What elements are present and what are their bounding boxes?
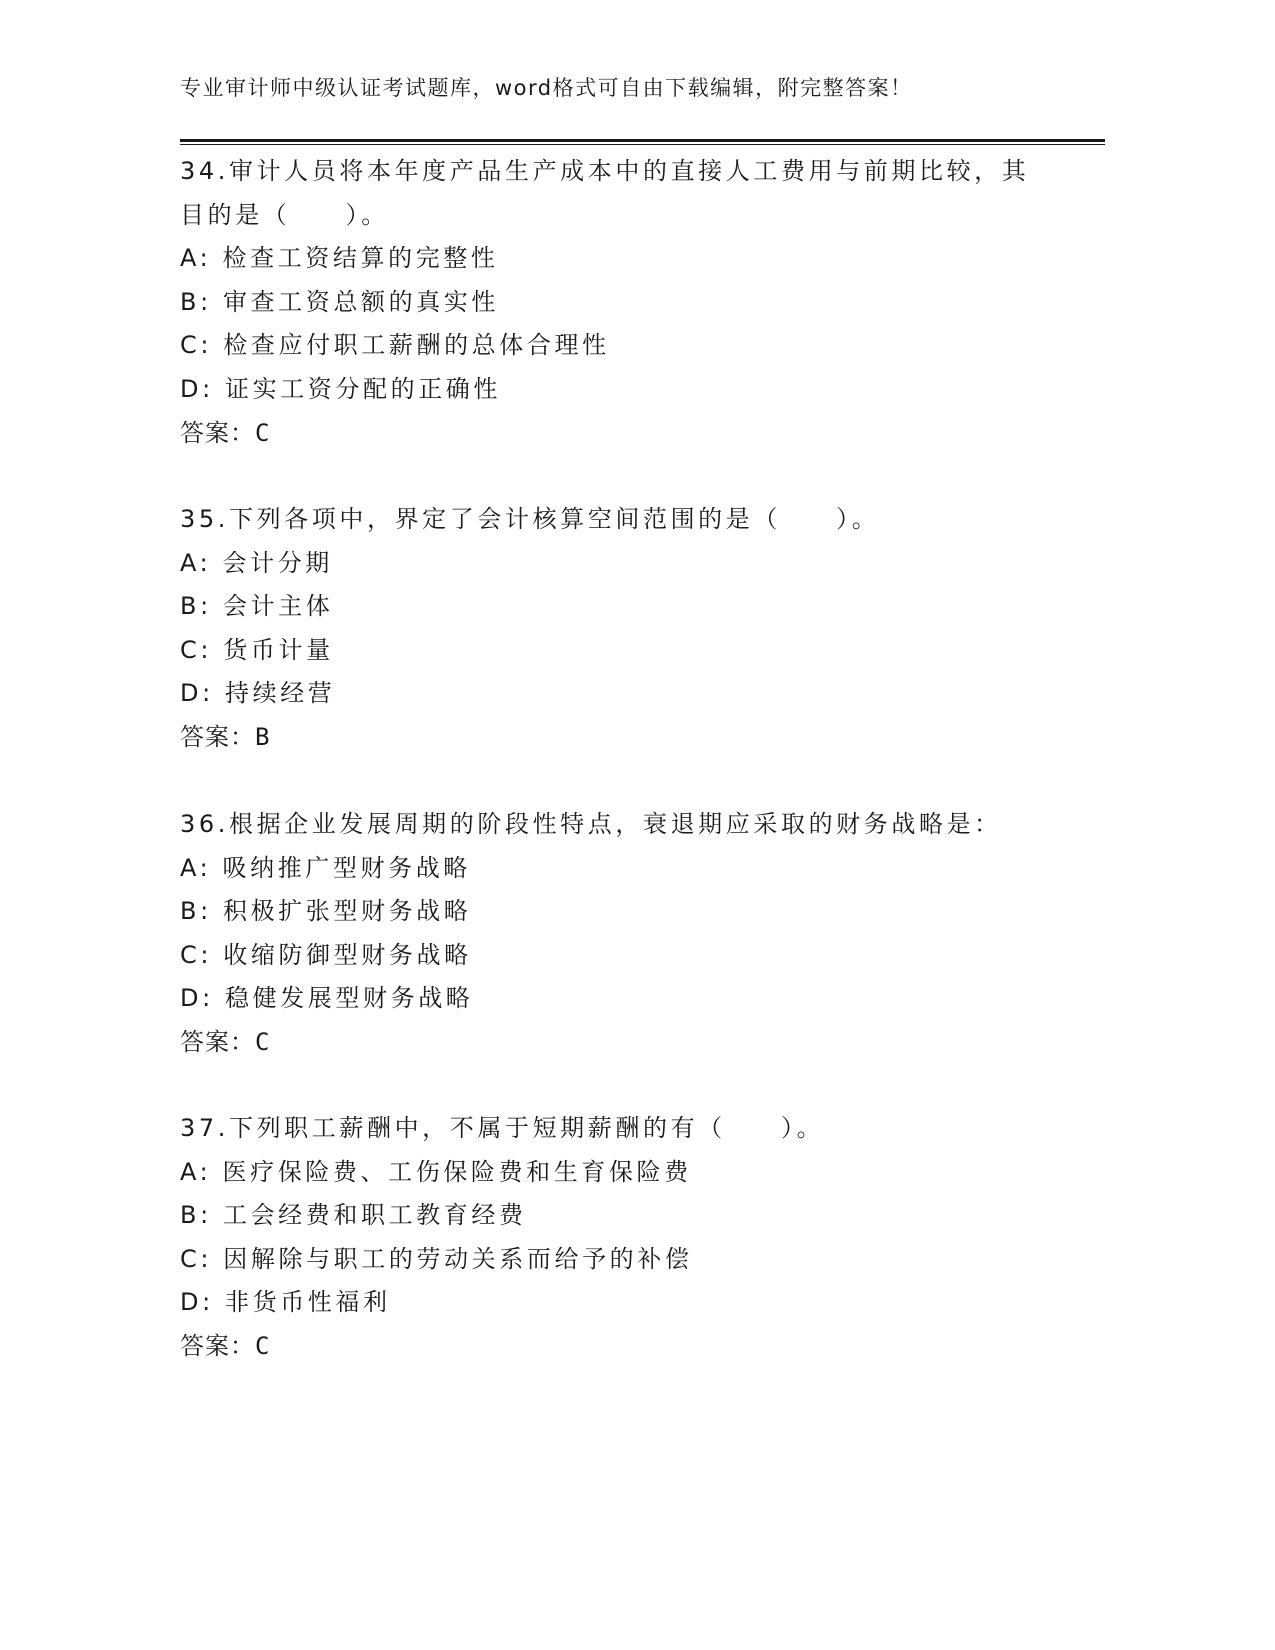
question-stem: 37.下列职工薪酬中，不属于短期薪酬的有（ ）。 (180, 1114, 825, 1142)
option-a: A: 检查工资结算的完整性 (180, 244, 499, 273)
option-b: B: 审查工资总额的真实性 (180, 287, 499, 316)
page-header: 专业审计师中级认证考试题库，word格式可自由下载编辑，附完整答案！ (180, 76, 913, 100)
option-d: D: 持续经营 (180, 679, 336, 708)
answer-line (180, 1325, 1080, 1369)
option-a: A: 吸纳推广型财务战略 (180, 853, 471, 882)
option-a: A: 医疗保险费、工伤保险费和生育保险费 (180, 1157, 692, 1186)
question-stem: 35.下列各项中，界定了会计核算空间范围的是（ ）。 (180, 505, 880, 533)
option-c: C: 因解除与职工的劳动关系而给予的补偿 (180, 1244, 693, 1273)
header-divider-thick (180, 139, 1105, 142)
option-c: C: 货币计量 (180, 635, 334, 664)
option-c: C: 收缩防御型财务战略 (180, 940, 472, 969)
question-34 (180, 150, 1080, 455)
answer-label: 答案： (180, 418, 255, 447)
option-d: D: 稳健发展型财务战略 (180, 984, 474, 1013)
question-stem: 目的是（ ）。 (180, 200, 389, 229)
question-stem: 36.根据企业发展周期的阶段性特点，衰退期应采取的财务战略是： (180, 810, 1002, 838)
answer-label: 答案： (180, 722, 255, 751)
answer-line (180, 412, 1080, 456)
header-divider-thin (180, 144, 1105, 145)
answer-value: C (255, 1027, 270, 1056)
answer-line (180, 1021, 1080, 1065)
option-b: B: 工会经费和职工教育经费 (180, 1201, 527, 1230)
answer-label: 答案： (180, 1331, 255, 1360)
option-b: B: 积极扩张型财务战略 (180, 897, 472, 926)
answer-value: C (255, 418, 270, 447)
question-35 (180, 498, 1080, 760)
answer-label: 答案： (180, 1027, 255, 1056)
question-stem: 34.审计人员将本年度产品生产成本中的直接人工费用与前期比较，其 (180, 157, 1030, 185)
answer-value: C (255, 1331, 270, 1360)
question-36 (180, 803, 1080, 1065)
option-a: A: 会计分期 (180, 548, 333, 577)
option-b: B: 会计主体 (180, 592, 334, 621)
option-d: D: 证实工资分配的正确性 (180, 374, 501, 403)
option-c: C: 检查应付职工薪酬的总体合理性 (180, 331, 610, 360)
answer-value: B (255, 722, 270, 751)
question-37 (180, 1107, 1080, 1369)
answer-line (180, 716, 1080, 760)
option-d: D: 非货币性福利 (180, 1288, 391, 1317)
